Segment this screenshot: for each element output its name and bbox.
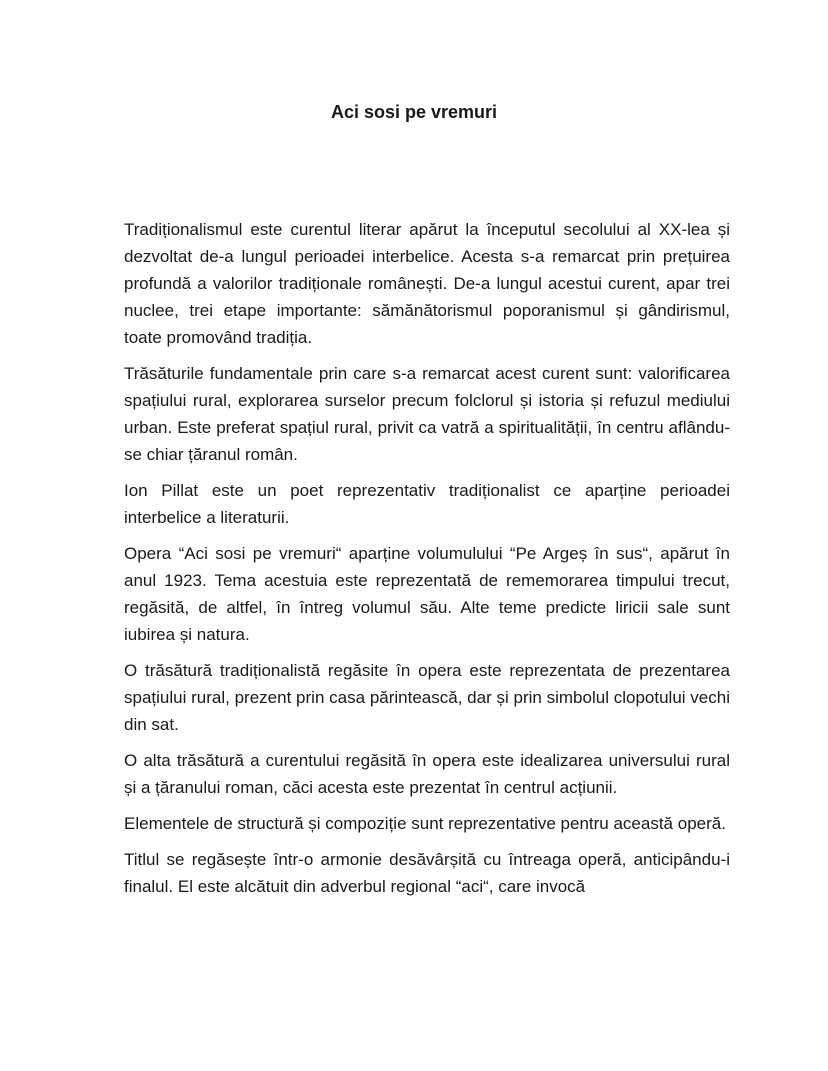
paragraph-title-analysis: Titlul se regăsește într-o armonie desăvârșită cu întreaga operă, anticipându-i finalul. El este alcătuit din adverbul regional “aci“, care invocă (124, 850, 730, 896)
paragraph-structure: Elementele de structură și compoziție sunt reprezentative pentru această operă. (124, 814, 726, 833)
paragraph-rural-space: O trăsătură tradiționalistă regăsite în opera este reprezentata de prezentarea spațiului rural, prezent prin casa părintească, dar și prin simbolul clopotului vechi din sat. (124, 661, 730, 734)
document-body (124, 216, 730, 909)
paragraph-opera-theme: Opera “Aci sosi pe vremuri“ aparține volumulului “Pe Argeș în sus“, apărut în anul 1923. Tema acestuia este reprezentată de rememorarea timpului trecut, regăsită, de altfel, în întreg volumul său. Alte teme predicte liricii sale sunt iubirea și natura. (124, 544, 730, 644)
paragraph-traditionalism-definition: Tradiționalismul este curentul literar apărut la începutul secolului al XX-lea și dezvoltat de-a lungul perioadei interbelice. Acesta s-a remarcat prin prețuirea profundă a valorilor tradiționale românești. De-a lungul acestui curent, apar trei nuclee, trei etape importante: sămănătorismul poporanismul și gândirismul, toate promovând tradiția. (124, 220, 730, 347)
document-title: Aci sosi pe vremuri (330, 102, 498, 122)
paragraph-fundamental-traits: Trăsăturile fundamentale prin care s-a remarcat acest curent sunt: valorificarea spațiului rural, explorarea surselor precum folclorul și istoria și refuzul mediului urban. Este preferat spațiul rural, privit ca vatră a spiritualității, în centru aflându-se chiar țăranul român. (124, 364, 730, 464)
paragraph-idealization: O alta trăsătură a curentului regăsită în opera este idealizarea universului rural și a țăranului roman, căci acesta este prezentat în centrul acțiunii. (124, 751, 730, 797)
paragraph-ion-pillat: Ion Pillat este un poet reprezentativ tradiționalist ce aparține perioadei interbelice a literaturii. (124, 481, 730, 527)
